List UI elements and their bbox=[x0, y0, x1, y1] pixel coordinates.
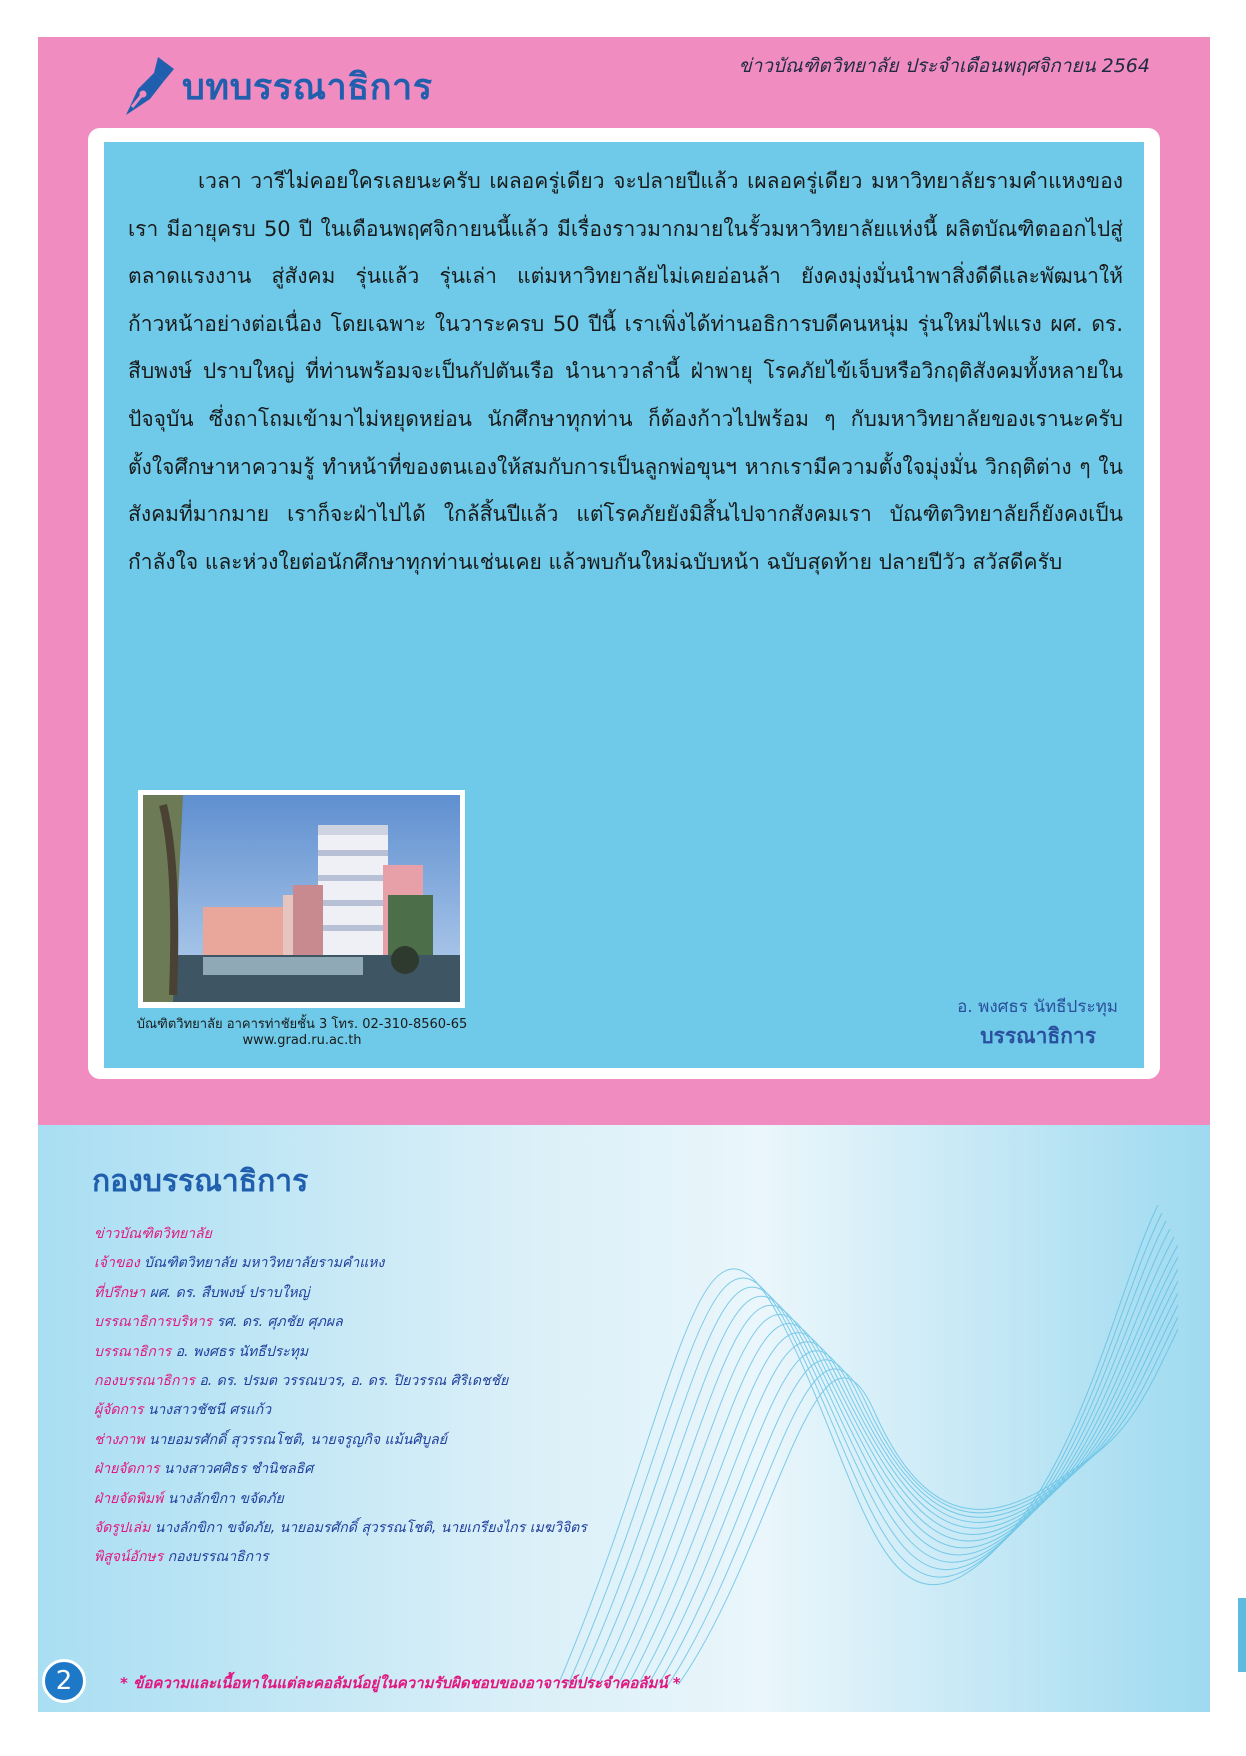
staff-row: ที่ปรึกษา ผศ. ดร. สืบพงษ์ ปราบใหญ่ bbox=[94, 1284, 310, 1301]
editorial-panel bbox=[104, 142, 1144, 1068]
issue-title: ข่าวบัณฑิตวิทยาลัย ประจำเดือนพฤศจิกายน 2564 bbox=[738, 55, 1150, 77]
side-tab-marker bbox=[1238, 1598, 1246, 1672]
signature-name: อ. พงศธร นัทธีประทุม bbox=[957, 997, 1118, 1017]
staff-publication: ข่าวบัณฑิตวิทยาลัย bbox=[94, 1226, 212, 1242]
staff-row: กองบรรณาธิการ อ. ดร. ปรมต วรรณบวร, อ. ดร. ปิยวรรณ ศิริเดชชัย bbox=[94, 1373, 509, 1390]
staff-list bbox=[94, 1220, 587, 1573]
building-photo bbox=[138, 790, 465, 1008]
staff-row: เจ้าของ บัณฑิตวิทยาลัย มหาวิทยาลัยรามคำแหง bbox=[94, 1255, 385, 1272]
building-photo-image bbox=[143, 795, 460, 1002]
editorial-frame bbox=[88, 128, 1160, 1079]
staff-row: จัดรูปเล่ม นางลักขิกา ขจัดภัย, นายอมรศักดิ์ สุวรรณโชติ, นายเกรียงไกร เมฆวิจิตร bbox=[94, 1520, 587, 1537]
staff-section bbox=[38, 1125, 1210, 1712]
staff-row: ฝ่ายจัดพิมพ์ นางลักขิกา ขจัดภัย bbox=[94, 1490, 284, 1507]
photo-caption bbox=[122, 1017, 482, 1049]
section-logo bbox=[120, 51, 433, 121]
staff-row: บรรณาธิการ อ. พงศธร นัทธีประทุม bbox=[94, 1343, 309, 1360]
pen-nib-icon bbox=[120, 55, 176, 117]
staff-heading: กองบรรณาธิการ bbox=[92, 1164, 309, 1199]
photo-caption-address: บัณฑิตวิทยาลัย อาคารท่าชัยชั้น 3 โทร. 02-310-8560-65 bbox=[136, 1017, 468, 1032]
editorial-body: เวลา วารีไม่คอยใครเลยนะครับ เผลอครู่เดียว จะปลายปีแล้ว เผลอครู่เดียว มหาวิทยาลัยรามคำแหงของเรา มีอายุครบ 50 ปี ในเดือนพฤศจิกายนนี้แล้ว มีเรื่องราวมากมายในรั้วมหาวิทยาลัยแห่งนี้ ผลิตบัณฑิตออกไปสู่ตลาดแรงงาน สู่สังคม รุ่นแล้ว รุ่นเล่า แต่มหาวิทยาลัยไม่เคยอ่อนล้า ยังคงมุ่งมั่นนำพาสิ่งดีดีและพัฒนาให้ก้าวหน้าอย่างต่อเนื่อง โดยเฉพาะ ในวาระครบ 50 ปีนี้ เราเพิ่งได้ท่านอธิการบดีคนหนุ่ม รุ่นใหม่ไฟแรง ผศ. ดร. สืบพงษ์ ปราบใหญ่ ที่ท่านพร้อมจะเป็นกัปตันเรือ นำนาวาลำนี้ ฝ่าพายุ โรคภัยไข้เจ็บหรือวิกฤติสังคมทั้งหลายในปัจจุบัน ซึ่งถาโถมเข้ามาไม่หยุดหย่อน นักศึกษาทุกท่าน ก็ต้องก้าวไปพร้อม ๆ กับมหาวิทยาลัยของเรานะครับ ตั้งใจศึกษาหาความรู้ ทำหน้าที่ของตนเองให้สมกับการเป็นลูกพ่อขุนฯ หากเรามีความตั้งใจมุ่งมั่น วิกฤติต่าง ๆ ในสังคมที่มากมาย เราก็จะฝ่าไปได้ ใกล้สิ้นปีแล้ว แต่โรคภัยยังมิสิ้นไปจากสังคมเรา บัณฑิตวิทยาลัยก็ยังคงเป็นกำลังใจ และห่วงใยต่อนักศึกษาทุกท่านเช่นเคย แล้วพบกันใหม่ฉบับหน้า ฉบับสุดท้าย ปลายปีวัว สวัสดีครับ bbox=[128, 169, 1123, 574]
footer-note: * ข้อความและเนื้อหาในแต่ละคอลัมน์อยู่ในความรับผิดชอบของอาจารย์ประจำคอลัมน์ * bbox=[120, 1674, 681, 1692]
staff-row: ช่างภาพ นายอมรศักดิ์ สุวรรณโชติ, นายจรูญกิจ แม้นศิบูลย์ bbox=[94, 1431, 447, 1448]
editorial-section bbox=[38, 37, 1210, 1125]
section-title: บทบรรณาธิการ bbox=[182, 66, 433, 108]
photo-caption-website: www.grad.ru.ac.th bbox=[242, 1033, 362, 1048]
wave-decoration bbox=[558, 1205, 1178, 1705]
staff-row: ผู้จัดการ นางสาวชัชนี ศรแก้ว bbox=[94, 1402, 272, 1419]
page-number-badge: 2 bbox=[42, 1659, 86, 1703]
staff-row: ฝ่ายจัดการ นางสาวศศิธร ชำนิชลธิศ bbox=[94, 1461, 314, 1478]
staff-row: พิสูจน์อักษร กองบรรณาธิการ bbox=[94, 1549, 269, 1566]
staff-row: บรรณาธิการบริหาร รศ. ดร. ศุภชัย ศุภผล bbox=[94, 1314, 343, 1331]
signature-role: บรรณาธิการ bbox=[980, 1024, 1096, 1048]
